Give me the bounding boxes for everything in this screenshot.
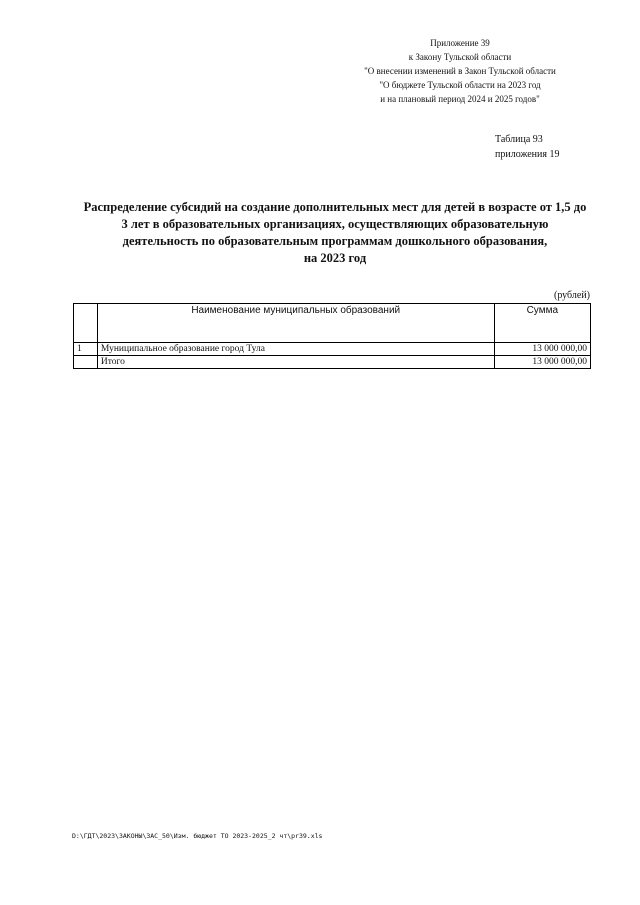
table-ref-line: Таблица 93: [495, 134, 543, 145]
subsidy-table: [73, 303, 591, 369]
appendix-line: и на плановый период 2024 и 2025 годов": [380, 94, 540, 104]
title-line: 3 лет в образовательных организациях, осуществляющих образовательную: [121, 217, 549, 231]
total-row: [74, 356, 591, 369]
table-ref-line: приложения 19: [495, 149, 560, 160]
header-name: Наименование муниципальных образований: [97, 304, 494, 343]
total-num: [74, 356, 98, 369]
header-num: [74, 304, 98, 343]
title-line: на 2023 год: [303, 251, 367, 265]
appendix-line: Приложение 39: [430, 38, 490, 48]
table-reference: [495, 132, 585, 162]
row-num: 1: [74, 343, 98, 356]
total-name: Итого: [97, 356, 494, 369]
header-sum: Сумма: [494, 304, 590, 343]
title-line: Распределение субсидий на создание дополнительных мест для детей в возрасте от 1,5 до: [83, 200, 587, 214]
row-name: Муниципальное образование город Тула: [97, 343, 494, 356]
file-path-footer: D:\ГДТ\2023\ЗАКОНЫ\ЗАС_50\Изм. бюджет ТО 2023-2025_2 чт\pr39.xls: [72, 832, 323, 840]
appendix-header: [330, 36, 590, 106]
document-title: [70, 199, 600, 267]
total-sum: 13 000 000,00: [494, 356, 590, 369]
table-header-row: [74, 304, 591, 343]
row-sum: 13 000 000,00: [494, 343, 590, 356]
units-label: (рублей): [553, 290, 590, 301]
appendix-line: к Закону Тульской области: [408, 52, 512, 62]
title-line: деятельность по образовательным программам дошкольного образования,: [122, 234, 548, 248]
table-row: [74, 343, 591, 356]
appendix-line: "О внесении изменений в Закон Тульской области: [364, 66, 556, 76]
appendix-line: "О бюджете Тульской области на 2023 год: [379, 80, 541, 90]
